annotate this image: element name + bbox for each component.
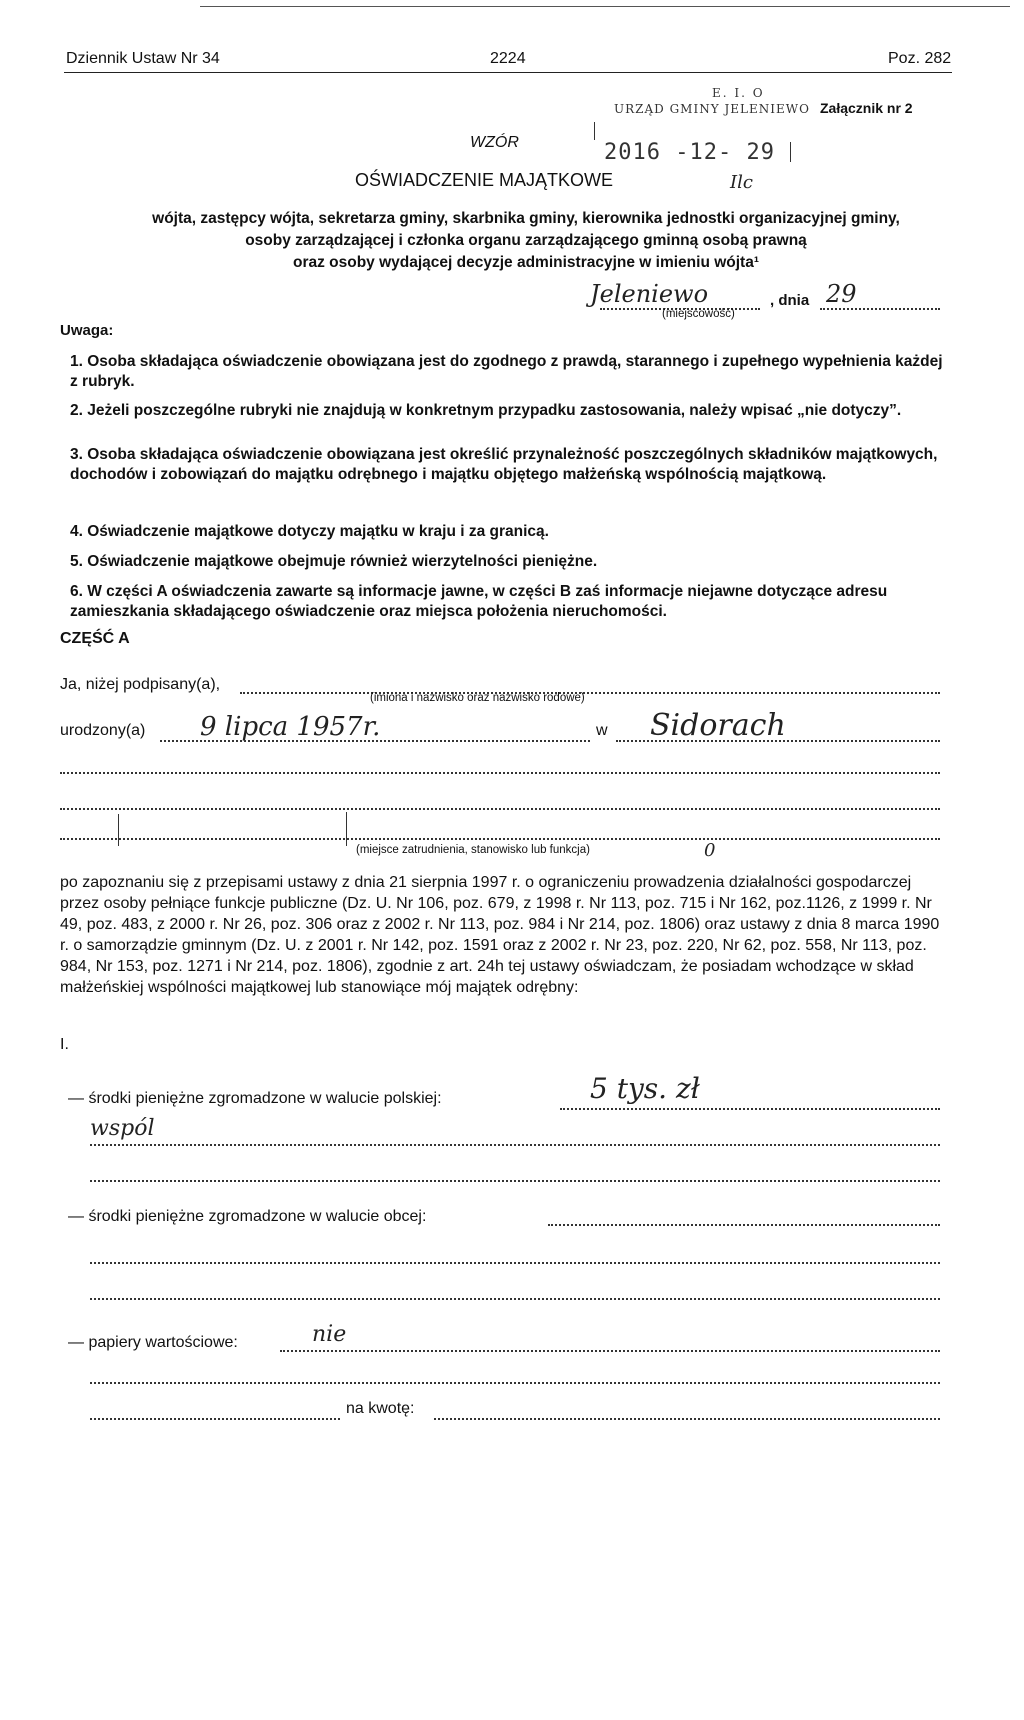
name-dotted-line <box>240 690 940 694</box>
foreign-extra-line-2 <box>90 1296 940 1300</box>
note-6: 6. W części A oświadczenia zawarte są informacje jawne, w części B zaś informacje niejawne dotyczące adresu zamieszkania składającego oświadczenie oraz miejsca położenia nieruchomości. <box>70 583 888 620</box>
note-2: 2. Jeżeli poszczególne rubryki nie znajdują w konkretnym przypadku zastosowania, należy wpisać „nie dotyczy”. <box>70 402 902 419</box>
amount-label: na kwotę: <box>346 1400 415 1417</box>
date-label: , dnia <box>770 292 810 309</box>
pln-extra-line <box>90 1178 940 1182</box>
subtitle-line3: oraz osoby wydającej decyzje administracyjne w imieniu wójta¹ <box>292 254 759 271</box>
stamp-line2: URZĄD GMINY JELENIEWO <box>614 102 810 116</box>
subtitle-line1: wójta, zastępcy wójta, sekretarza gminy, skarbnika gminy, kierownika jednostki organizacyjnej gminy, <box>152 210 900 227</box>
note-1: 1. Osoba składająca oświadczenie obowiązana jest do zgodnego z prawdą, starannego i zupełnego wypełnienia każdej z rubryk. <box>70 353 943 390</box>
wzor-label: WZÓR <box>470 134 519 151</box>
foreign-funds-dotted-line <box>548 1222 940 1226</box>
journal-name: Dziennik Ustaw Nr 34 <box>66 50 220 67</box>
note-5: 5. Oświadczenie majątkowe obejmuje również wierzytelności pieniężne. <box>70 553 598 570</box>
blank-line-2 <box>60 806 940 810</box>
employment-bracket-right <box>346 812 347 846</box>
name-caption: (imiona i nazwisko oraz nazwisko rodowe) <box>370 692 585 704</box>
page-number: 2224 <box>490 50 526 67</box>
amount-dotted-line <box>434 1416 940 1420</box>
date-dotted-line <box>820 306 940 310</box>
foreign-extra-line-1 <box>90 1260 940 1264</box>
employment-bracket-left <box>118 814 119 846</box>
note-4: 4. Oświadczenie majątkowe dotyczy majątku w kraju i za granicą. <box>70 523 549 540</box>
document-title: OŚWIADCZENIE MAJĄTKOWE <box>355 170 614 190</box>
employment-caption: (miejsce zatrudnienia, stanowisko lub funkcja) <box>356 844 590 856</box>
top-edge-line <box>200 6 1010 7</box>
stamp-date: 2016 -12- 29 <box>604 140 775 165</box>
stamp-bracket-right <box>790 142 791 162</box>
born-date-dotted-line <box>160 738 590 742</box>
pln-funds-label: — środki pieniężne zgromadzone w walucie polskiej: <box>68 1090 442 1107</box>
securities-label: — papiery wartościowe: <box>68 1334 238 1351</box>
header-rule <box>64 72 952 73</box>
statement-text: po zapoznaniu się z przepisami ustawy z dnia 21 sierpnia 1997 r. o ograniczeniu prowadzenia działalności gospodarczej przez osoby pełniące funkcje publiczne (Dz. U. Nr 106, poz. 679, z 1998 r. Nr 113, poz. 715 i Nr 162, poz.1126, z 1999 r. Nr 49, poz. 483, z 2000 r. Nr 26, poz. 306 oraz z 2002 r. Nr 113, poz. 984 i Nr 214, poz. 1806) oraz ustawy z dnia 8 marca 1990 r. o samorządzie gminnym (Dz. U. z 2001 r. Nr 142, poz. 1591 oraz z 2002 r. Nr 23, poz. 220, Nr 62, poz. 558, Nr 113, poz. 984, Nr 153, poz. 1271 i Nr 214, poz. 1806), zgodnie z art. 24h tej ustawy oświadczam, że posiadam wchodzące w skład małżeńskiej wspólności majątkowej lub stanowiące mój majątek odrębny: <box>60 874 940 996</box>
place-caption: (miejscowość) <box>662 308 735 320</box>
amount-prefix-dotted-line <box>90 1416 340 1420</box>
securities-extra-line <box>90 1380 940 1384</box>
born-place-handwritten: Sidorach <box>650 708 786 743</box>
stamp-bracket-left <box>594 122 595 140</box>
pln-owner-handwritten: wspól <box>90 1116 155 1141</box>
pln-owner-dotted-line <box>90 1142 940 1146</box>
place-handwritten: Jeleniewo <box>590 280 709 308</box>
pln-funds-handwritten: 5 tys. zł <box>590 1072 700 1105</box>
foreign-funds-label: — środki pieniężne zgromadzone w walucie obcej: <box>68 1208 427 1225</box>
securities-handwritten: nie <box>312 1322 347 1347</box>
attachment-label: Załącznik nr 2 <box>820 100 913 116</box>
note-3: 3. Osoba składająca oświadczenie obowiązana jest określić przynależność poszczególnych składników majątkowych, dochodów i zobowiązań do majątku odrębnego i majątku objętego małżeńską wspólnością majątkową. <box>70 446 938 483</box>
employment-dotted-line <box>60 836 940 840</box>
born-place-dotted-line <box>616 738 940 742</box>
born-label: urodzony(a) <box>60 722 146 739</box>
securities-dotted-line <box>280 1348 940 1352</box>
signed-label: Ja, niżej podpisany(a), <box>60 676 221 693</box>
blank-line-1 <box>60 770 940 774</box>
stamp-line1: E. I. O <box>712 86 765 100</box>
employment-mark: 0 <box>704 840 716 861</box>
stamp-signature: Ilc <box>730 172 753 193</box>
born-date-handwritten: 9 lipca 1957r. <box>200 712 381 742</box>
date-handwritten: 29 <box>826 280 857 308</box>
note-label: Uwaga: <box>60 322 114 339</box>
born-in-label: w <box>596 722 608 739</box>
pln-funds-dotted-line <box>560 1106 940 1110</box>
section-i-heading: I. <box>60 1036 69 1053</box>
part-a-heading: CZĘŚĆ A <box>60 630 130 647</box>
position-number: Poz. 282 <box>888 50 952 67</box>
subtitle-line2: osoby zarządzającej i członka organu zarządzającego gminną osobą prawną <box>245 232 807 249</box>
